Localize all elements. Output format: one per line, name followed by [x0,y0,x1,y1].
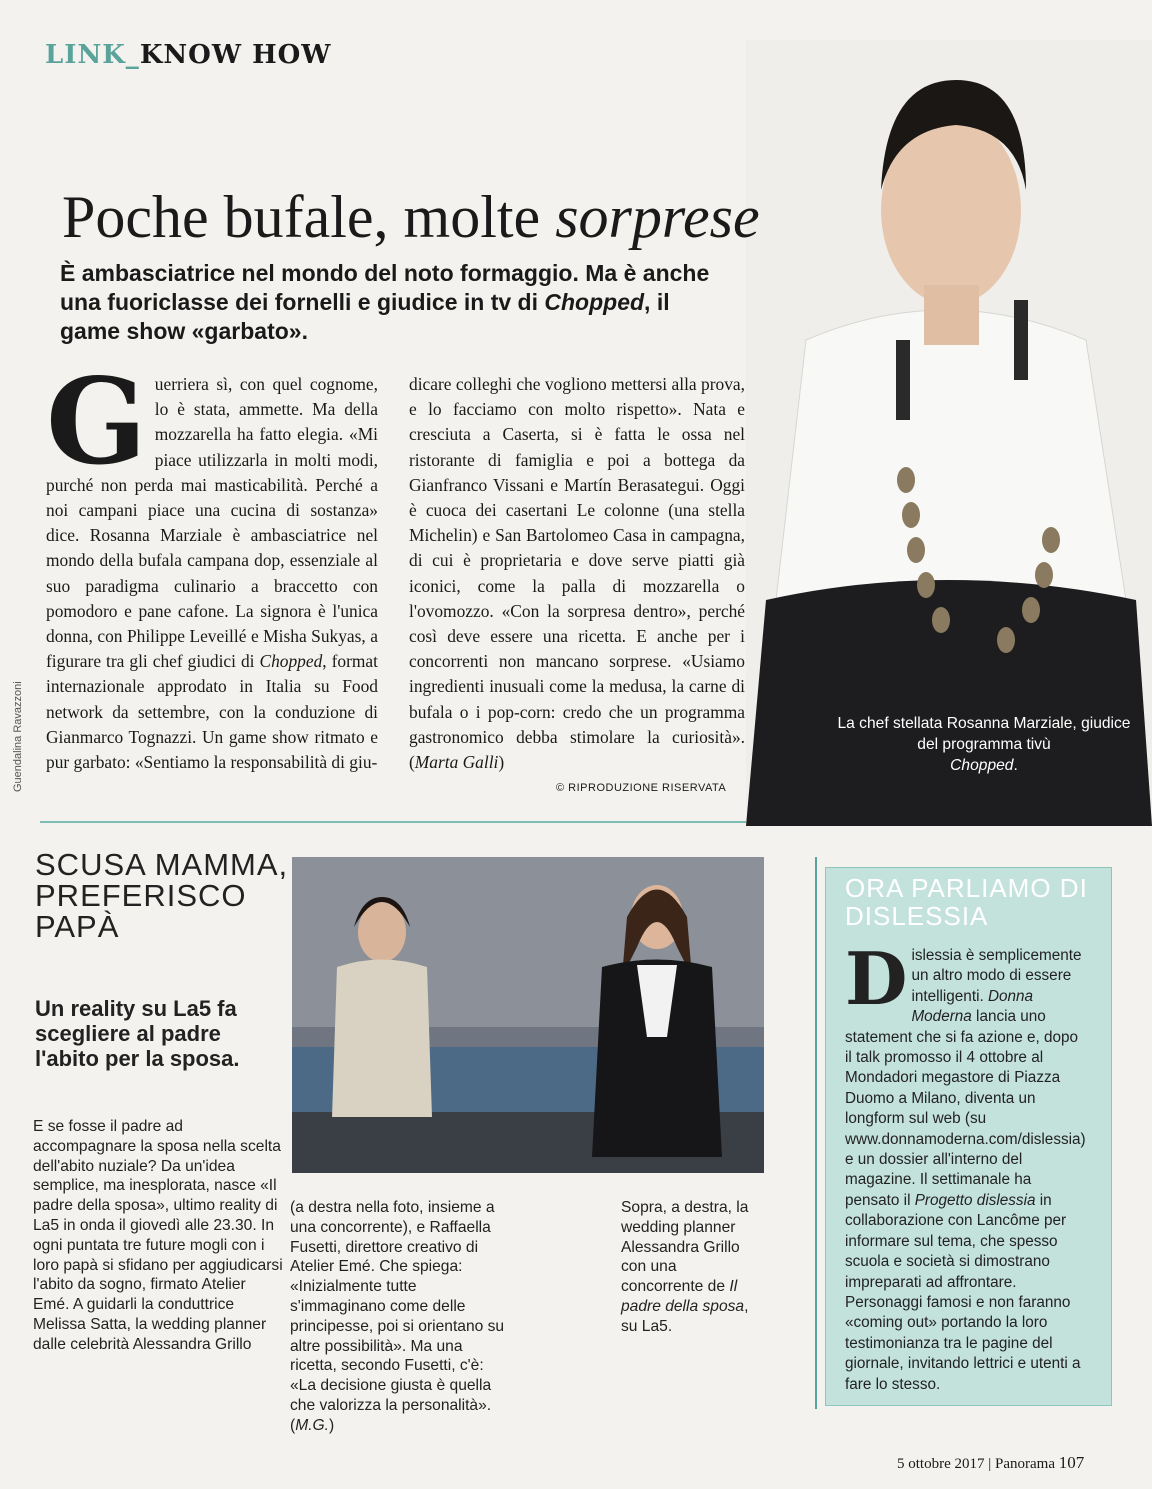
second-body-column-1: E se fosse il padre ad accompagnare la sposa nella scelta dell'abito nuziale? Da un'idea semplice, ma inesplorata, nasce «Il padre della sposa», ultimo reality di La5 in onda il giovedì alle 23.30. In ogni puntata tre future mogli con i loro papà si sfidano per aggiudicarsi l'abito da sogno, firmato Atelier Emé. A guidarli la conduttrice Melissa Satta, la wedding planner dalle celebrità Alessandra Grillo [33,1118,283,1353]
reality-show-photo [292,857,764,1173]
box-title: ORA PARLIAMO DI DISLESSIA [845,873,1088,931]
divider [40,821,746,823]
second-body-column-2: (a destra nella foto, insieme a una concorrente), e Raffaella Fusetti, direttore creativo di Atelier Emé. Che spiega: «Inizialmente tutte s'immaginano come delle principesse, poi si orientano su altre possibilità». Ma una ricetta, secondo Fusetti, c'è: «La decisione giusta è quella che valorizza la personalità». (M.G.) [290,1199,505,1434]
page-number: 107 [1058,1453,1085,1472]
section-know-how: KNOW HOW [139,40,332,70]
second-headline: SCUSA MAMMA, PREFERISCO PAPÀ [35,847,289,944]
box-vertical-rule [815,857,817,1409]
main-body-column-2: dicare colleghi che vogliono mettersi alla prova, e lo facciamo con molto rispetto». Nata e cresciuta a Caserta, si è fatta le ossa nel ristorante di famiglia e poi a bottega da Gianfranco Vissani e Martín Berasategui. Oggi è cuoca dei casertani Le colonne (una stella Michelin) e San Bartolomeo Casa in campagna, di cui è proprietaria e dove serve piatti già iconici, come la palla di mozzarella o l'ovomozzo. «Con la sorpresa dentro», perché così deve essere una ricetta. E anche per i concorrenti non mancano sorprese. «Usiamo ingredienti inusuali come la medusa, la carne di bufala o i pop-corn: credo che un programma gastronomico debba stimolare la curiosità». (Marta Galli) [409,374,745,773]
main-body-column-1: Guerriera sì, con quel cognome, lo è stata, ammette. Ma della mozzarella ha fatto elegia. «Mi piace utilizzarla in molti modi, purché non perda mai masticabilità. Perché a noi campani piace una cucina di sostanza» dice. Rosanna Marziale è ambasciatrice nel mondo della bufala campana dop, essenziale al suo paradigma culinario a braccetto con pomodoro e pane cafone. La signora è l'unica donna, con Philippe Leveillé e Misha Sukyas, a figurare tra gli chef giudici di Chopped, format internazionale approdato in Italia su Food network da settembre, con la conduzione di Gianmarco Tognazzi. Un game show ritmato e pur garbato: «Sentiamo la responsabilità di giu- [46,352,378,773]
second-photo-caption: Sopra, a destra, la wedding planner Alessandra Grillo con una concorrente de Il padre della sposa, su La5. [621,1199,749,1335]
page-footer: 5 ottobre 2017 | Panorama 107 [897,1453,1085,1472]
chef-portrait-photo [746,40,1152,826]
rights-notice: © RIPRODUZIONE RISERVATA [556,782,727,794]
dropcap: G [46,352,147,491]
main-deck: È ambasciatrice nel mondo del noto formaggio. Ma è anche una fuoriclasse dei fornelli e giudice in tv di Chopped, il game show «garbato». [60,260,710,344]
section-link: LINK_ [45,40,140,70]
main-headline: Poche bufale, molte sorprese [62,184,760,250]
box-dropcap: D [845,936,908,1021]
magazine-name: Panorama [995,1456,1055,1472]
box-body: Dislessia è semplicemente un altro modo di essere intelligenti. Donna Moderna lancia uno statement che si fa azione e, dopo il talk promosso il 4 ottobre al Mondadori megastore di Piazza Duomo a Milano, diventa un longform sul web (su www.donnamoderna.com/dislessia) e un dossier all'interno del magazine. Il settimanale ha pensato il Progetto dislessia in collaborazione con Lancôme per informare sul tema, che spesso scuola e società si dimostrano impreparati ad affrontare. Personaggi famosi e non faranno «coming out» portando la loro testimonianza tra le pagine del giornale, invitando lettrici e utenti a fare lo stesso. [845,936,1086,1393]
section-tag [45,40,332,70]
main-photo-caption: La chef stellata Rosanna Marziale, giudice del programma tivù Chopped. [837,715,1131,774]
issue-date: 5 ottobre 2017 [897,1456,985,1472]
photo-credit: Guendalina Ravazzoni [12,681,24,792]
second-deck: Un reality su La5 fa scegliere al padre l'abito per la sposa. [35,996,240,1071]
